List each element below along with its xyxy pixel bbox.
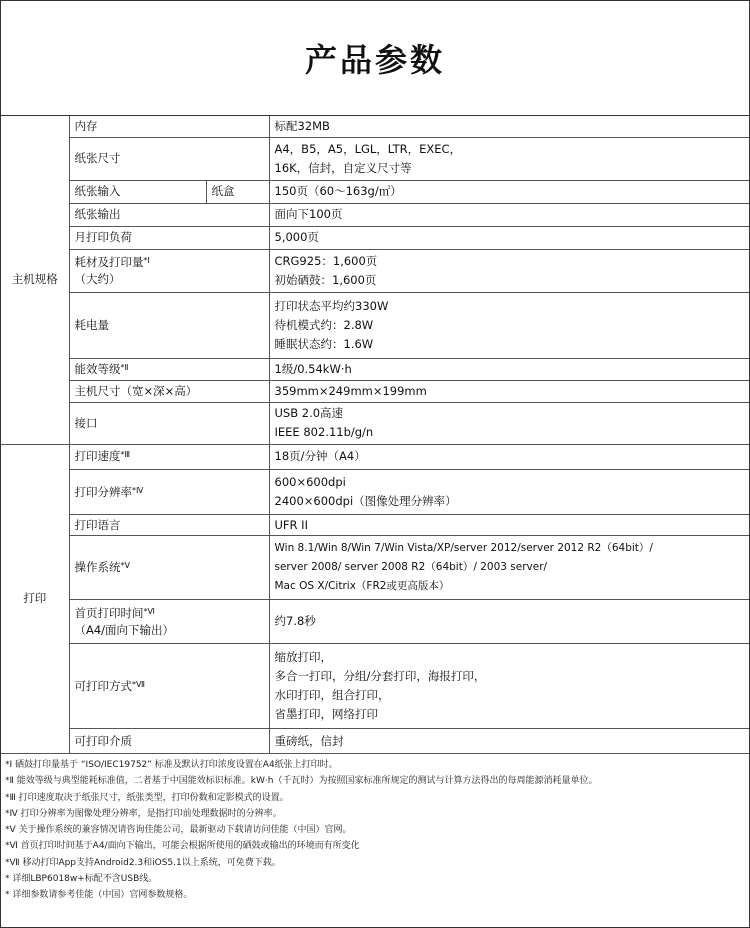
- table-row: [1, 226, 749, 249]
- footnote: *Ⅶ 移动打印App支持Android2.3和iOS5.1以上系统，可免费下载。: [5, 857, 281, 868]
- row-value: 缩放打印， 多合一打印，分组/分套打印，海报打印， 水印打印，组合打印， 省墨打印，网络打印: [269, 644, 749, 729]
- footnote: * 详细参数请参考佳能（中国）官网参数规格。: [5, 890, 193, 901]
- row-value: 5,000页: [269, 226, 749, 249]
- page-title: 产品参数: [304, 41, 445, 79]
- row-label: 可打印方式$^{*Ⅶ}$: [69, 644, 269, 729]
- row-label: 纸张输出: [69, 203, 269, 226]
- section-print-label: 打印: [1, 445, 69, 754]
- row-value: CRG925：1,600页 初始硒鼓：1,600页: [269, 249, 749, 292]
- row-value: UFR II: [269, 515, 749, 536]
- section-host-label: 主机规格: [1, 116, 69, 444]
- row-label: 耗材及打印量$^{*Ⅰ}$ （大约）: [69, 249, 269, 292]
- table-row: [1, 600, 749, 644]
- table-row: [1, 536, 749, 600]
- row-value: 18页/分钟（A4）: [269, 445, 749, 470]
- table-row: [1, 249, 749, 292]
- row-label: 纸张输入: [69, 180, 206, 203]
- footnote: *Ⅵ 首页打印时间基于A4/面向下输出，可能会根据所使用的硒鼓或输出的环境而有所变化: [5, 841, 360, 852]
- row-label: 月打印负荷: [69, 226, 269, 249]
- table-row: [1, 292, 749, 358]
- footnote: *Ⅴ 关于操作系统的兼容情况请咨询佳能公司，最新驱动下载请访问佳能（中国）官网。: [5, 825, 352, 836]
- row-label: 纸张尺寸: [69, 137, 269, 180]
- row-value: 面向下100页: [269, 203, 749, 226]
- row-value: 359mm×249mm×199mm: [269, 380, 749, 402]
- footnote: *Ⅲ 打印速度取决于纸张尺寸，纸张类型，打印份数和定影模式的设置。: [5, 792, 289, 803]
- row-value: 标配32MB: [269, 116, 749, 137]
- table-row: [1, 515, 749, 536]
- table-row: [1, 137, 749, 180]
- table-row: [1, 729, 749, 754]
- row-label: 内存: [69, 116, 269, 137]
- row-value: Win 8.1/Win 8/Win 7/Win Vista/XP/server 2012/server 2012 R2（64bit）/ server 2008/ server 2008 R2（64bit）/ 2003 server/ Mac OS X/Citrix（FR2或更高版本）: [269, 536, 749, 600]
- row-label: 首页打印时间$^{*Ⅵ}$ （A4/面向下输出）: [69, 600, 269, 644]
- table-row: [1, 180, 749, 203]
- row-value: 打印状态平均约330W 待机模式约：2.8W 睡眠状态约：1.6W: [269, 292, 749, 358]
- table-row: [1, 402, 749, 444]
- table-row: [1, 644, 749, 729]
- row-label: 耗电量: [69, 292, 269, 358]
- table-row: [1, 203, 749, 226]
- spec-table-print: [1, 445, 749, 755]
- footnotes: [1, 754, 749, 904]
- row-label: 能效等级$^{*Ⅱ}$: [69, 358, 269, 380]
- row-value: USB 2.0高速 IEEE 802.11b/g/n: [269, 402, 749, 444]
- table-row: [1, 116, 749, 137]
- footnote: *Ⅰ 硒鼓打印量基于 “ISO/IEC19752” 标准及默认打印浓度设置在A4纸张上打印时。: [5, 760, 338, 770]
- row-label: 操作系统$^{*Ⅴ}$: [69, 536, 269, 600]
- footnote: * 详细LBP6018w+标配不含USB线。: [5, 874, 158, 885]
- table-row: [1, 445, 749, 470]
- row-label: 打印分辨率$^{*Ⅳ}$: [69, 470, 269, 515]
- row-label: 接口: [69, 402, 269, 444]
- row-value: 重磅纸，信封: [269, 729, 749, 754]
- row-value: 150页（60～163g/㎡）: [269, 180, 749, 203]
- row-label: 可打印介质: [69, 729, 269, 754]
- row-value: A4，B5，A5，LGL，LTR，EXEC， 16K，信封，自定义尺寸等: [269, 137, 749, 180]
- title-box: [1, 1, 749, 116]
- footnote: *Ⅳ 打印分辨率为图像处理分辨率，是指打印前处理数据时的分辨率。: [5, 808, 282, 819]
- row-label: 主机尺寸（宽×深×高）: [69, 380, 269, 402]
- row-label: 打印语言: [69, 515, 269, 536]
- spec-table: [1, 116, 749, 445]
- row-sublabel: 纸盒: [206, 180, 269, 203]
- table-row: [1, 358, 749, 380]
- footnote: *Ⅱ 能效等级与典型能耗标准值，二者基于中国能效标识标准。kW·h（千瓦时）为按照国家标准所规定的测试与计算方法得出的每周能源消耗量单位。: [5, 776, 598, 787]
- row-value: 600×600dpi 2400×600dpi（图像处理分辨率）: [269, 470, 749, 515]
- table-row: [1, 470, 749, 515]
- row-value: 1级/0.54kW·h: [269, 358, 749, 380]
- row-value: 约7.8秒: [269, 600, 749, 644]
- table-row: [1, 380, 749, 402]
- row-label: 打印速度$^{*Ⅲ}$: [69, 445, 269, 470]
